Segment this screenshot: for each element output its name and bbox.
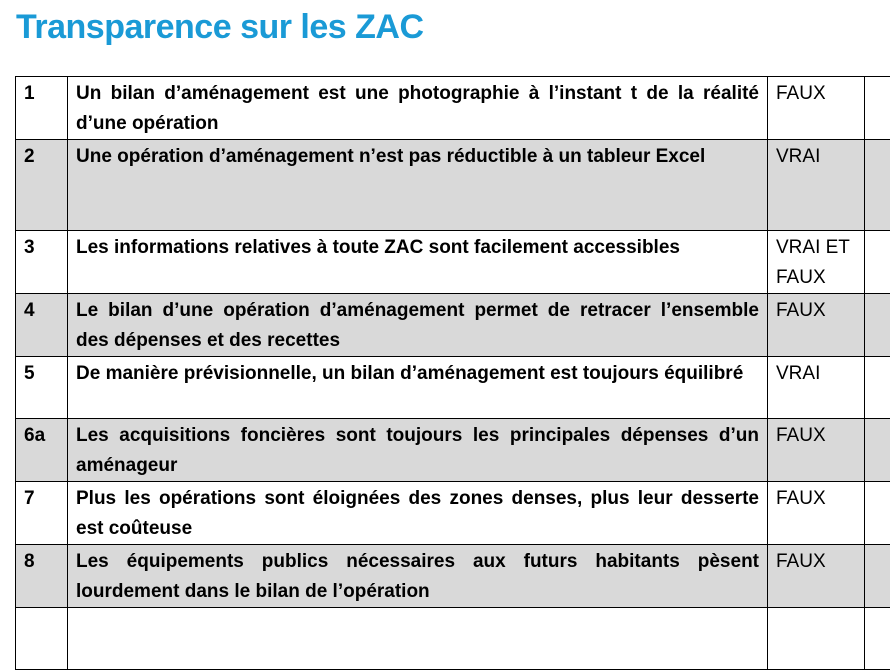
row-extra-cell (865, 608, 890, 670)
table-row (16, 231, 890, 294)
row-number: 2 (16, 140, 68, 231)
row-number: 4 (16, 294, 68, 357)
row-statement: Un bilan d’aménagement est une photographie à l’instant t de la réalité d’une opération (68, 77, 768, 140)
table-row (16, 608, 890, 670)
row-answer (768, 608, 865, 670)
row-statement (68, 608, 768, 670)
row-answer: FAUX (768, 77, 865, 140)
table-row (16, 294, 890, 357)
row-extra-cell (865, 357, 890, 419)
row-answer: FAUX (768, 545, 865, 608)
row-statement: Les acquisitions foncières sont toujours les principales dépenses d’un aménageur (68, 419, 768, 482)
table-row (16, 545, 890, 608)
row-statement: Le bilan d’une opération d’aménagement permet de retracer l’ensemble des dépenses et des recettes (68, 294, 768, 357)
row-number: 8 (16, 545, 68, 608)
row-number: 6a (16, 419, 68, 482)
row-statement: Plus les opérations sont éloignées des zones denses, plus leur desserte est coûteuse (68, 482, 768, 545)
row-extra-cell (865, 140, 890, 231)
row-answer: VRAI ET FAUX (768, 231, 865, 294)
row-statement: Les informations relatives à toute ZAC sont facilement accessibles (68, 231, 768, 294)
row-extra-cell (865, 294, 890, 357)
row-statement: De manière prévisionnelle, un bilan d’aménagement est toujours équilibré (68, 357, 768, 419)
table-row (16, 77, 890, 140)
page-title: Transparence sur les ZAC (16, 8, 424, 47)
table-row (16, 482, 890, 545)
table-row (16, 419, 890, 482)
row-answer: FAUX (768, 482, 865, 545)
row-number: 3 (16, 231, 68, 294)
row-number: 7 (16, 482, 68, 545)
row-extra-cell (865, 419, 890, 482)
row-number: 5 (16, 357, 68, 419)
row-extra-cell (865, 77, 890, 140)
row-answer: FAUX (768, 294, 865, 357)
row-extra-cell (865, 482, 890, 545)
table-row (16, 357, 890, 419)
row-answer: VRAI (768, 357, 865, 419)
row-answer: VRAI (768, 140, 865, 231)
row-answer: FAUX (768, 419, 865, 482)
row-number (16, 608, 68, 670)
row-statement: Les équipements publics nécessaires aux futurs habitants pèsent lourdement dans le bilan de l’opération (68, 545, 768, 608)
quiz-table (15, 76, 890, 670)
row-number: 1 (16, 77, 68, 140)
table-row (16, 140, 890, 231)
row-statement: Une opération d’aménagement n’est pas réductible à un tableur Excel (68, 140, 768, 231)
row-extra-cell (865, 545, 890, 608)
row-extra-cell (865, 231, 890, 294)
